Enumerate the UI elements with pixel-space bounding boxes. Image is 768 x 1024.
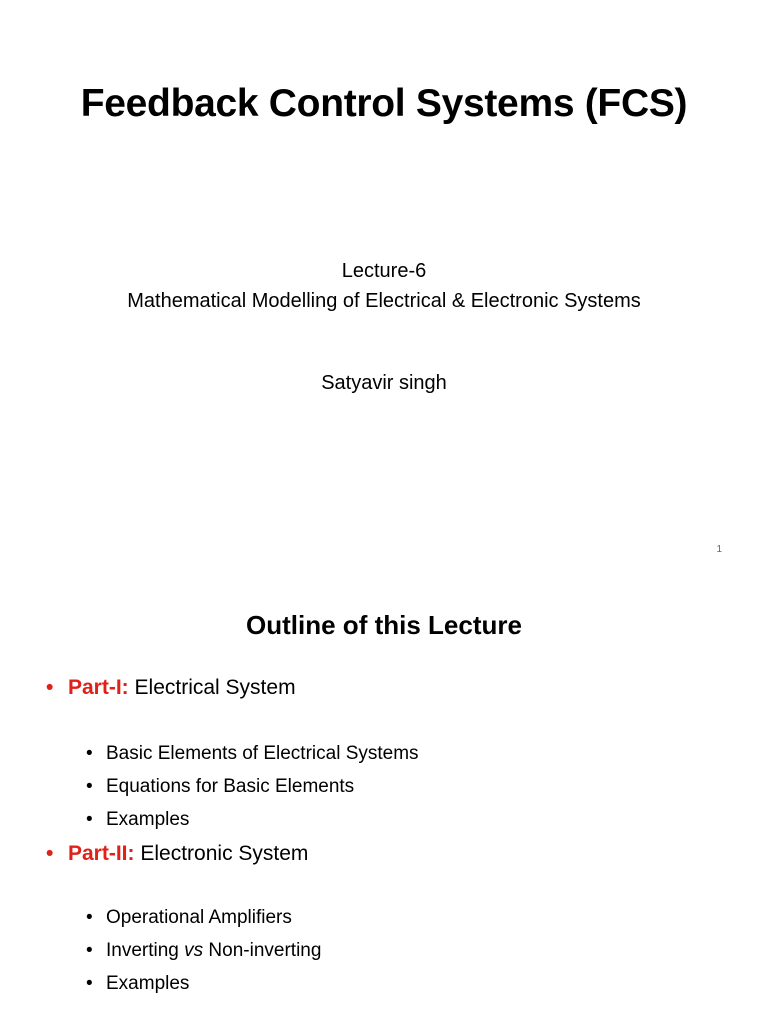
bullet: • xyxy=(86,973,93,994)
list-item xyxy=(86,973,189,995)
bullet: • xyxy=(46,842,54,865)
author-name: Satyavir singh xyxy=(321,372,447,394)
part-2-label: Part-II: xyxy=(68,842,135,865)
list-item xyxy=(86,940,321,962)
list-item xyxy=(86,743,419,765)
list-item xyxy=(86,907,292,929)
list-item xyxy=(86,776,354,798)
outline-slide xyxy=(0,576,768,1024)
list-item xyxy=(86,809,189,831)
outline-title: Outline of this Lecture xyxy=(246,610,522,640)
list-item-text: Examples xyxy=(106,973,190,994)
lecture-topic: Mathematical Modelling of Electrical & Electronic Systems xyxy=(127,290,641,312)
list-item-text: Equations for Basic Elements xyxy=(106,776,355,797)
list-item-text-post: Non-inverting xyxy=(203,940,322,961)
bullet: • xyxy=(86,743,93,764)
part-2-item xyxy=(46,842,308,866)
part-2-text: Electronic System xyxy=(140,842,309,865)
part-1-label: Part-I: xyxy=(68,676,129,699)
list-item-text: Examples xyxy=(106,809,190,830)
bullet: • xyxy=(86,940,93,961)
part-1-item xyxy=(46,676,296,700)
bullet: • xyxy=(86,907,93,928)
part-1-text: Electrical System xyxy=(134,676,296,699)
bullet: • xyxy=(46,676,54,699)
page-number: 1 xyxy=(716,544,722,555)
list-item-text-em: vs xyxy=(184,940,204,961)
list-item-text-pre: Inverting xyxy=(106,940,185,961)
subtitle-block xyxy=(0,256,768,316)
bullet: • xyxy=(86,809,93,830)
slide-title: Feedback Control Systems (FCS) xyxy=(80,82,688,125)
list-item-text: Operational Amplifiers xyxy=(106,907,292,928)
list-item-text: Basic Elements of Electrical Systems xyxy=(106,743,419,764)
bullet: • xyxy=(86,776,93,797)
lecture-number: Lecture-6 xyxy=(341,260,427,282)
